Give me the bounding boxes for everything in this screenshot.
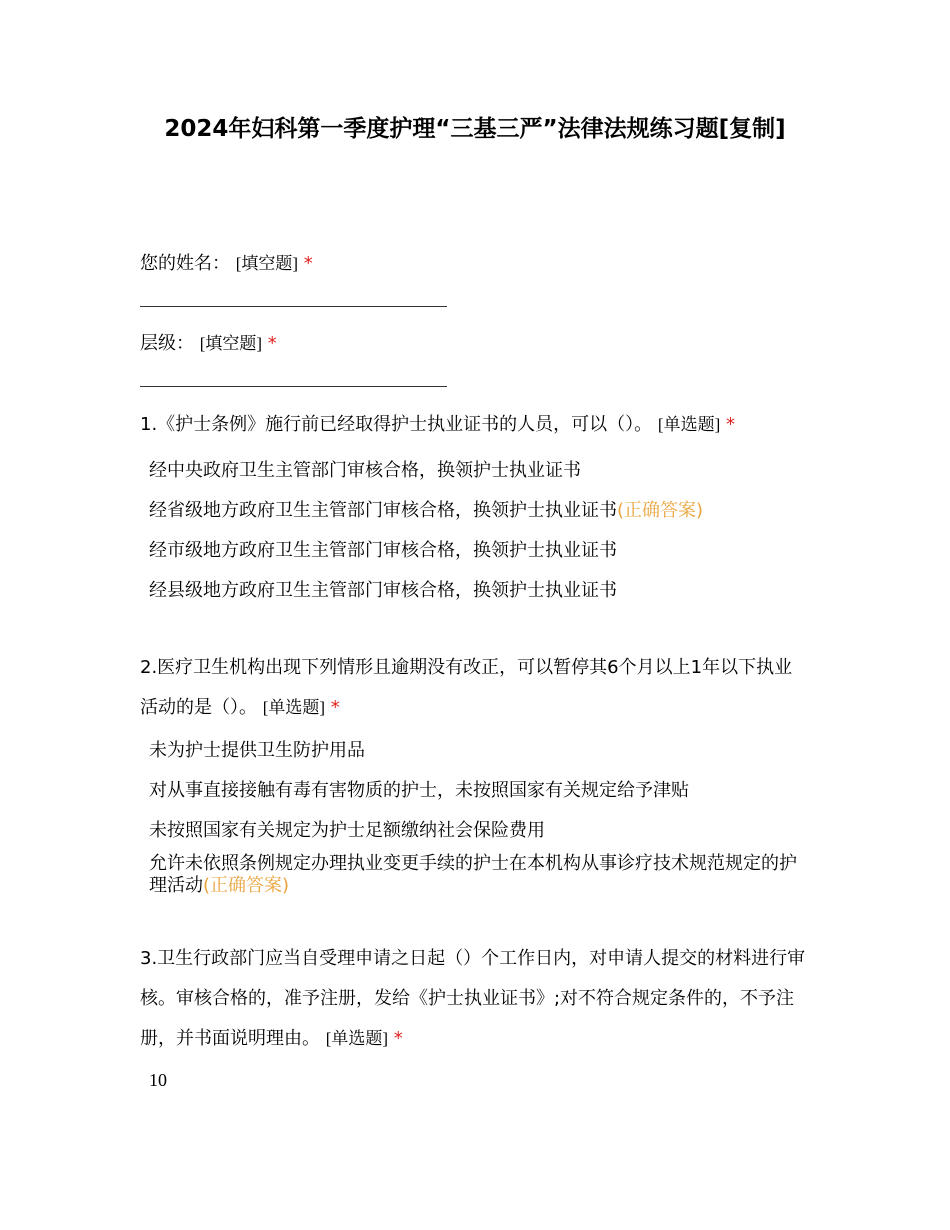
correct-answer-tag: (正确答案) <box>617 500 704 521</box>
question-1: 1.《护士条例》施行前已经取得护士执业证书的人员，可以（）。 [单选题] * <box>140 414 735 435</box>
required-mark: * <box>303 253 313 274</box>
q2-option-b[interactable]: 对从事直接接触有毒有害物质的护士，未按照国家有关规定给予津贴 <box>149 780 689 801</box>
level-input-line[interactable] <box>140 386 447 387</box>
q2-option-d[interactable]: 允许未依照条例规定办理执业变更手续的护士在本机构从事诊疗技术规范规定的护理活动(正确答案) <box>149 853 797 896</box>
correct-answer-tag: (正确答案) <box>203 875 290 896</box>
required-mark: * <box>267 333 277 354</box>
q1-option-a[interactable]: 经中央政府卫生主管部门审核合格，换领护士执业证书 <box>149 460 581 481</box>
name-field-label: 您的姓名： [填空题] * <box>140 253 313 274</box>
question-2: 2.医疗卫生机构出现下列情形且逾期没有改正，可以暂停其6个月以上1年以下执业活动的是（）。 [单选题] * <box>140 657 793 718</box>
q3-answer: 10 <box>149 1070 167 1090</box>
required-mark: * <box>393 1028 403 1049</box>
q1-option-c[interactable]: 经市级地方政府卫生主管部门审核合格，换领护士执业证书 <box>149 540 617 561</box>
level-field-label: 层级： [填空题] * <box>140 333 277 354</box>
q2-option-a[interactable]: 未为护士提供卫生防护用品 <box>149 740 365 761</box>
required-mark: * <box>330 697 340 718</box>
q1-option-d[interactable]: 经县级地方政府卫生主管部门审核合格，换领护士执业证书 <box>149 580 617 601</box>
question-3: 3.卫生行政部门应当自受理申请之日起（）个工作日内，对申请人提交的材料进行审核。审核合格的，准予注册，发给《护士执业证书》;对不符合规定条件的，不予注册，并书面说明理由。 [单选题] * <box>140 948 806 1049</box>
name-input-line[interactable] <box>140 306 447 307</box>
q1-option-b[interactable]: 经省级地方政府卫生主管部门审核合格，换领护士执业证书(正确答案) <box>149 500 704 521</box>
required-mark: * <box>725 414 735 435</box>
page-title: 2024年妇科第一季度护理“三基三严”法律法规练习题[复制] <box>164 116 786 142</box>
q2-option-c[interactable]: 未按照国家有关规定为护士足额缴纳社会保险费用 <box>149 820 545 841</box>
